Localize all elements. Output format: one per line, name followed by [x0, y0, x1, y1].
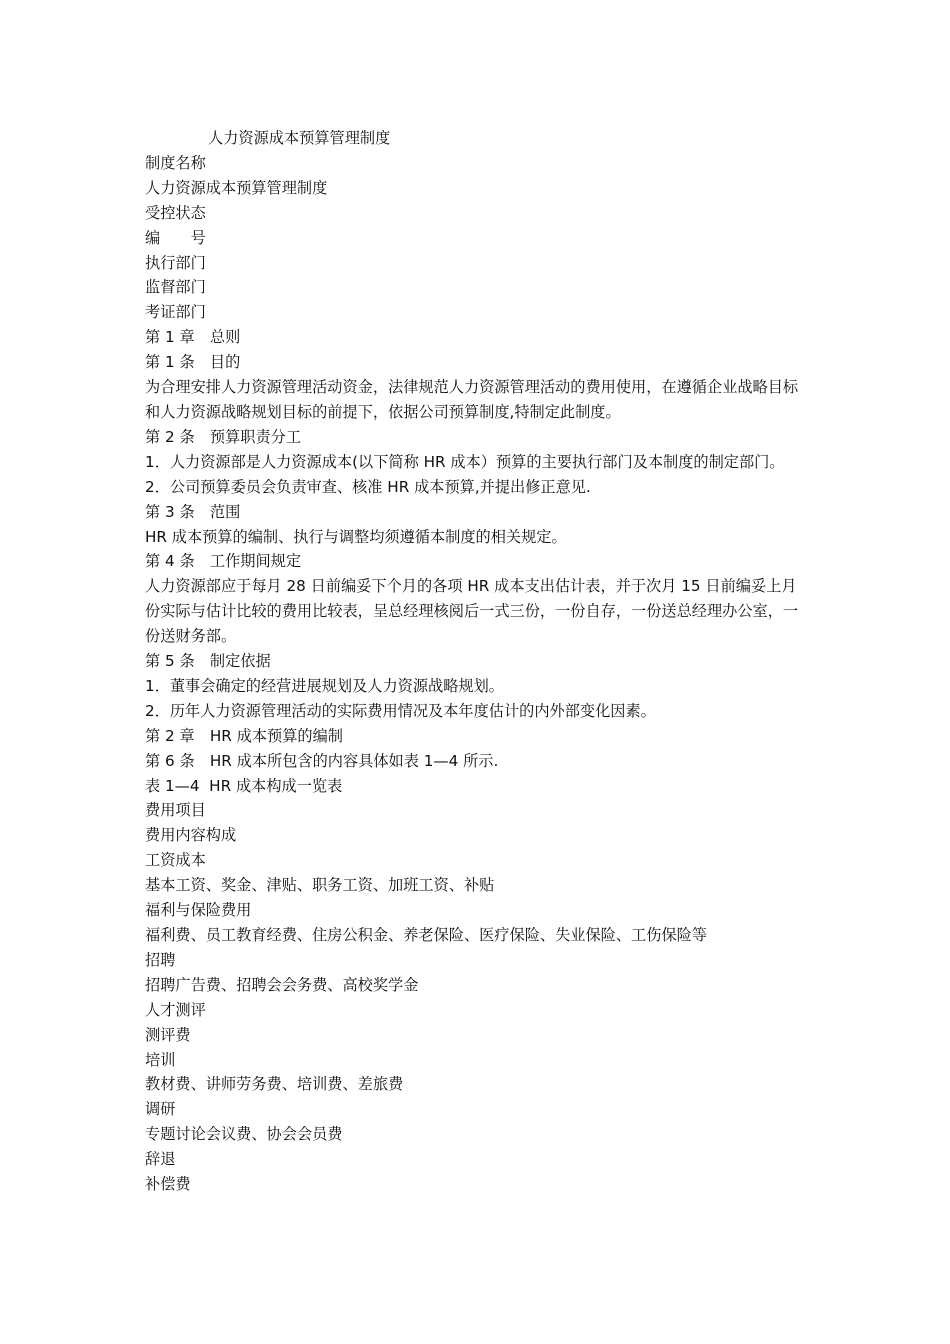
- field-label-name: 制度名称: [145, 153, 206, 172]
- article-heading: 第 4 条 工作期间规定: [145, 552, 302, 571]
- table-cell: 基本工资、奖金、津贴、职务工资、加班工资、补贴: [145, 876, 495, 895]
- document-title: 人力资源成本预算管理制度: [208, 129, 391, 147]
- table-cell: 教材费、讲师劳务费、培训费、差旅费: [145, 1075, 404, 1094]
- table-cell: 福利费、员工教育经费、住房公积金、养老保险、医疗保险、失业保险、工伤保险等: [145, 926, 707, 944]
- table-cell: 福利与保险费用: [145, 901, 252, 920]
- field-label-supervise-dept: 监督部门: [145, 278, 206, 297]
- list-item: 1．人力资源部是人力资源成本(以下简称 HR 成本）预算的主要执行部门及本制度的制定部门。: [145, 452, 785, 471]
- chapter-heading: 第 1 章 总则: [145, 328, 241, 347]
- table-cell: 人才测评: [145, 1000, 206, 1019]
- field-label-number: 编 号: [145, 228, 206, 247]
- list-item: 1．董事会确定的经营进展规划及人力资源战略规划。: [145, 676, 504, 695]
- table-cell: 招聘: [145, 950, 176, 969]
- table-cell: 招聘广告费、招聘会会务费、高校奖学金: [145, 975, 419, 994]
- article-heading: 第 3 条 范围: [145, 502, 241, 521]
- paragraph: 为合理安排人力资源管理活动资金，法律规范人力资源管理活动的费用使用，在遵循企业战略目标和人力资源战略规划目标的前提下，依据公司预算制度,特制定此制度。: [145, 378, 799, 421]
- table-header-cell: 费用内容构成: [145, 826, 237, 845]
- table-cell: 培训: [145, 1050, 176, 1069]
- article-heading: 第 2 条 预算职责分工: [145, 427, 302, 446]
- field-label-verify-dept: 考证部门: [145, 303, 206, 322]
- table-cell: 工资成本: [145, 851, 206, 870]
- paragraph: 人力资源部应于每月 28 日前编妥下个月的各项 HR 成本支出估计表，并于次月 15 日前编妥上月份实际与估计比较的费用比较表，呈总经理核阅后一式三份，一份自存，一份送总经理办公室，一份送财务部。: [145, 577, 799, 646]
- chapter-heading: 第 2 章 HR 成本预算的编制: [145, 726, 343, 745]
- table-cell: 测评费: [145, 1025, 191, 1044]
- table-caption: 表 1—4 HR 成本构成一览表: [145, 776, 343, 795]
- article-heading: 第 5 条 制定依据: [145, 652, 271, 671]
- article-heading: 第 1 条 目的: [145, 353, 241, 372]
- list-item: 2．历年人力资源管理活动的实际费用情况及本年度估计的内外部变化因素。: [145, 701, 656, 720]
- paragraph: HR 成本预算的编制、执行与调整均须遵循本制度的相关规定。: [145, 527, 567, 546]
- field-value-name: 人力资源成本预算管理制度: [145, 178, 328, 197]
- table-cell: 辞退: [145, 1150, 176, 1169]
- table-cell: 调研: [145, 1100, 176, 1119]
- table-cell: 专题讨论会议费、协会会员费: [145, 1125, 343, 1144]
- table-cell: 补偿费: [145, 1175, 191, 1194]
- field-label-status: 受控状态: [145, 203, 206, 222]
- article-heading: 第 6 条 HR 成本所包含的内容具体如表 1—4 所示.: [145, 751, 499, 770]
- document-body: [145, 126, 810, 1197]
- table-header-cell: 费用项目: [145, 801, 206, 820]
- field-label-exec-dept: 执行部门: [145, 253, 206, 272]
- list-item: 2．公司预算委员会负责审查、核准 HR 成本预算,并提出修正意见.: [145, 477, 591, 496]
